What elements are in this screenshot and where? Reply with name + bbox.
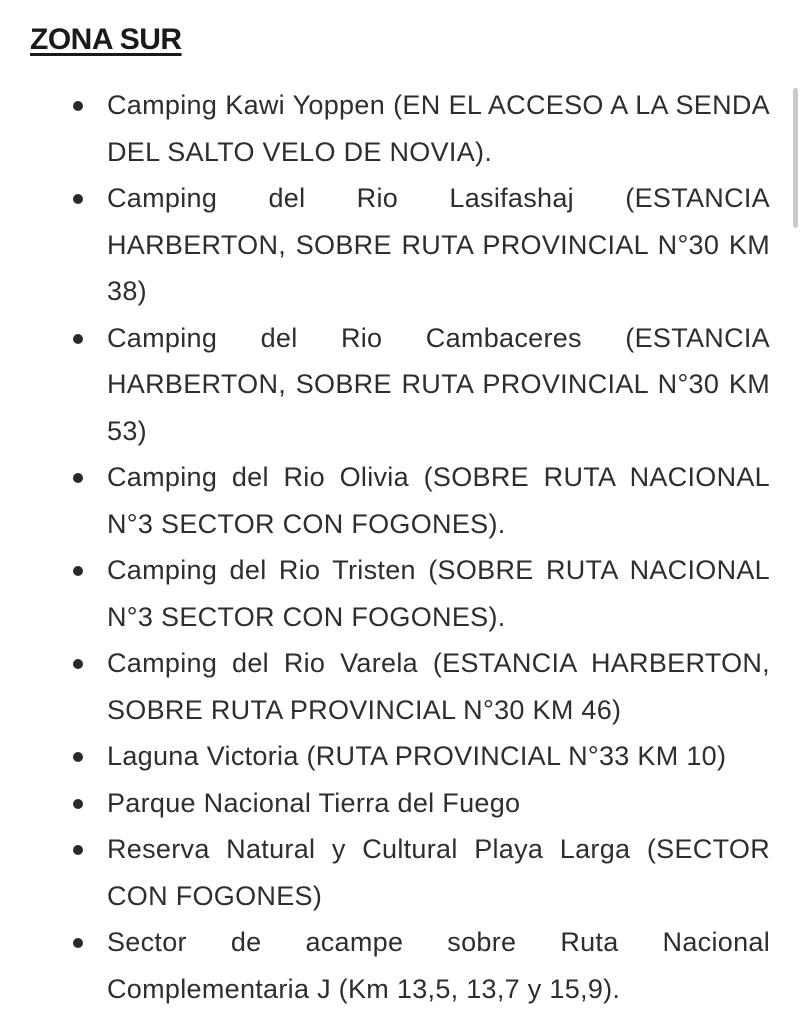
list-item <box>0 826 800 919</box>
list-item-label: Camping Kawi Yoppen (EN EL ACCESO A LA SENDA DEL SALTO VELO DE NOVIA). <box>107 90 770 167</box>
list-item <box>0 175 800 315</box>
list-item <box>0 919 800 1012</box>
bullet-icon <box>73 566 83 576</box>
bullet-icon <box>73 194 83 204</box>
list-item <box>0 640 800 733</box>
list-item-label: Parque Nacional Tierra del Fuego <box>107 787 521 818</box>
list-item <box>0 547 800 640</box>
list-item <box>0 454 800 547</box>
bullet-icon <box>73 659 83 669</box>
bullet-icon <box>73 334 83 344</box>
list-item-label: Reserva Natural y Cultural Playa Larga (SECTOR CON FOGONES) <box>107 834 770 911</box>
list-item <box>0 733 800 780</box>
bullet-icon <box>73 101 83 111</box>
list-item-label: Camping del Rio Cambaceres (ESTANCIA HARBERTON, SOBRE RUTA PROVINCIAL N°30 KM 53) <box>107 322 770 446</box>
bullet-icon <box>73 799 83 809</box>
list-item-label: Sector de acampe sobre Ruta Nacional Complementaria J (Km 13,5, 13,7 y 15,9). <box>107 927 770 1004</box>
list-item-label: Laguna Victoria (RUTA PROVINCIAL N°33 KM 10) <box>107 741 727 771</box>
list-item <box>0 82 800 175</box>
list-item-label: Camping del Rio Olivia (SOBRE RUTA NACIONAL N°3 SECTOR CON FOGONES). <box>107 462 770 539</box>
list-item <box>0 315 800 455</box>
section-title: ZONA SUR <box>30 23 182 56</box>
bullet-icon <box>73 473 83 483</box>
bullet-icon <box>73 752 83 762</box>
scrollbar[interactable] <box>790 0 800 1024</box>
list-item-label: Camping del Rio Tristen (SOBRE RUTA NACIONAL N°3 SECTOR CON FOGONES). <box>107 555 770 632</box>
list-item <box>0 780 800 827</box>
list-item-label: Camping del Rio Lasifashaj (ESTANCIA HARBERTON, SOBRE RUTA PROVINCIAL N°30 KM 38) <box>107 183 770 306</box>
scrollbar-thumb[interactable] <box>793 88 798 228</box>
camping-list <box>0 82 800 1012</box>
bullet-icon <box>73 845 83 855</box>
list-item-label: Camping del Rio Varela (ESTANCIA HARBERTON, SOBRE RUTA PROVINCIAL N°30 KM 46) <box>107 648 770 725</box>
bullet-icon <box>73 938 83 948</box>
